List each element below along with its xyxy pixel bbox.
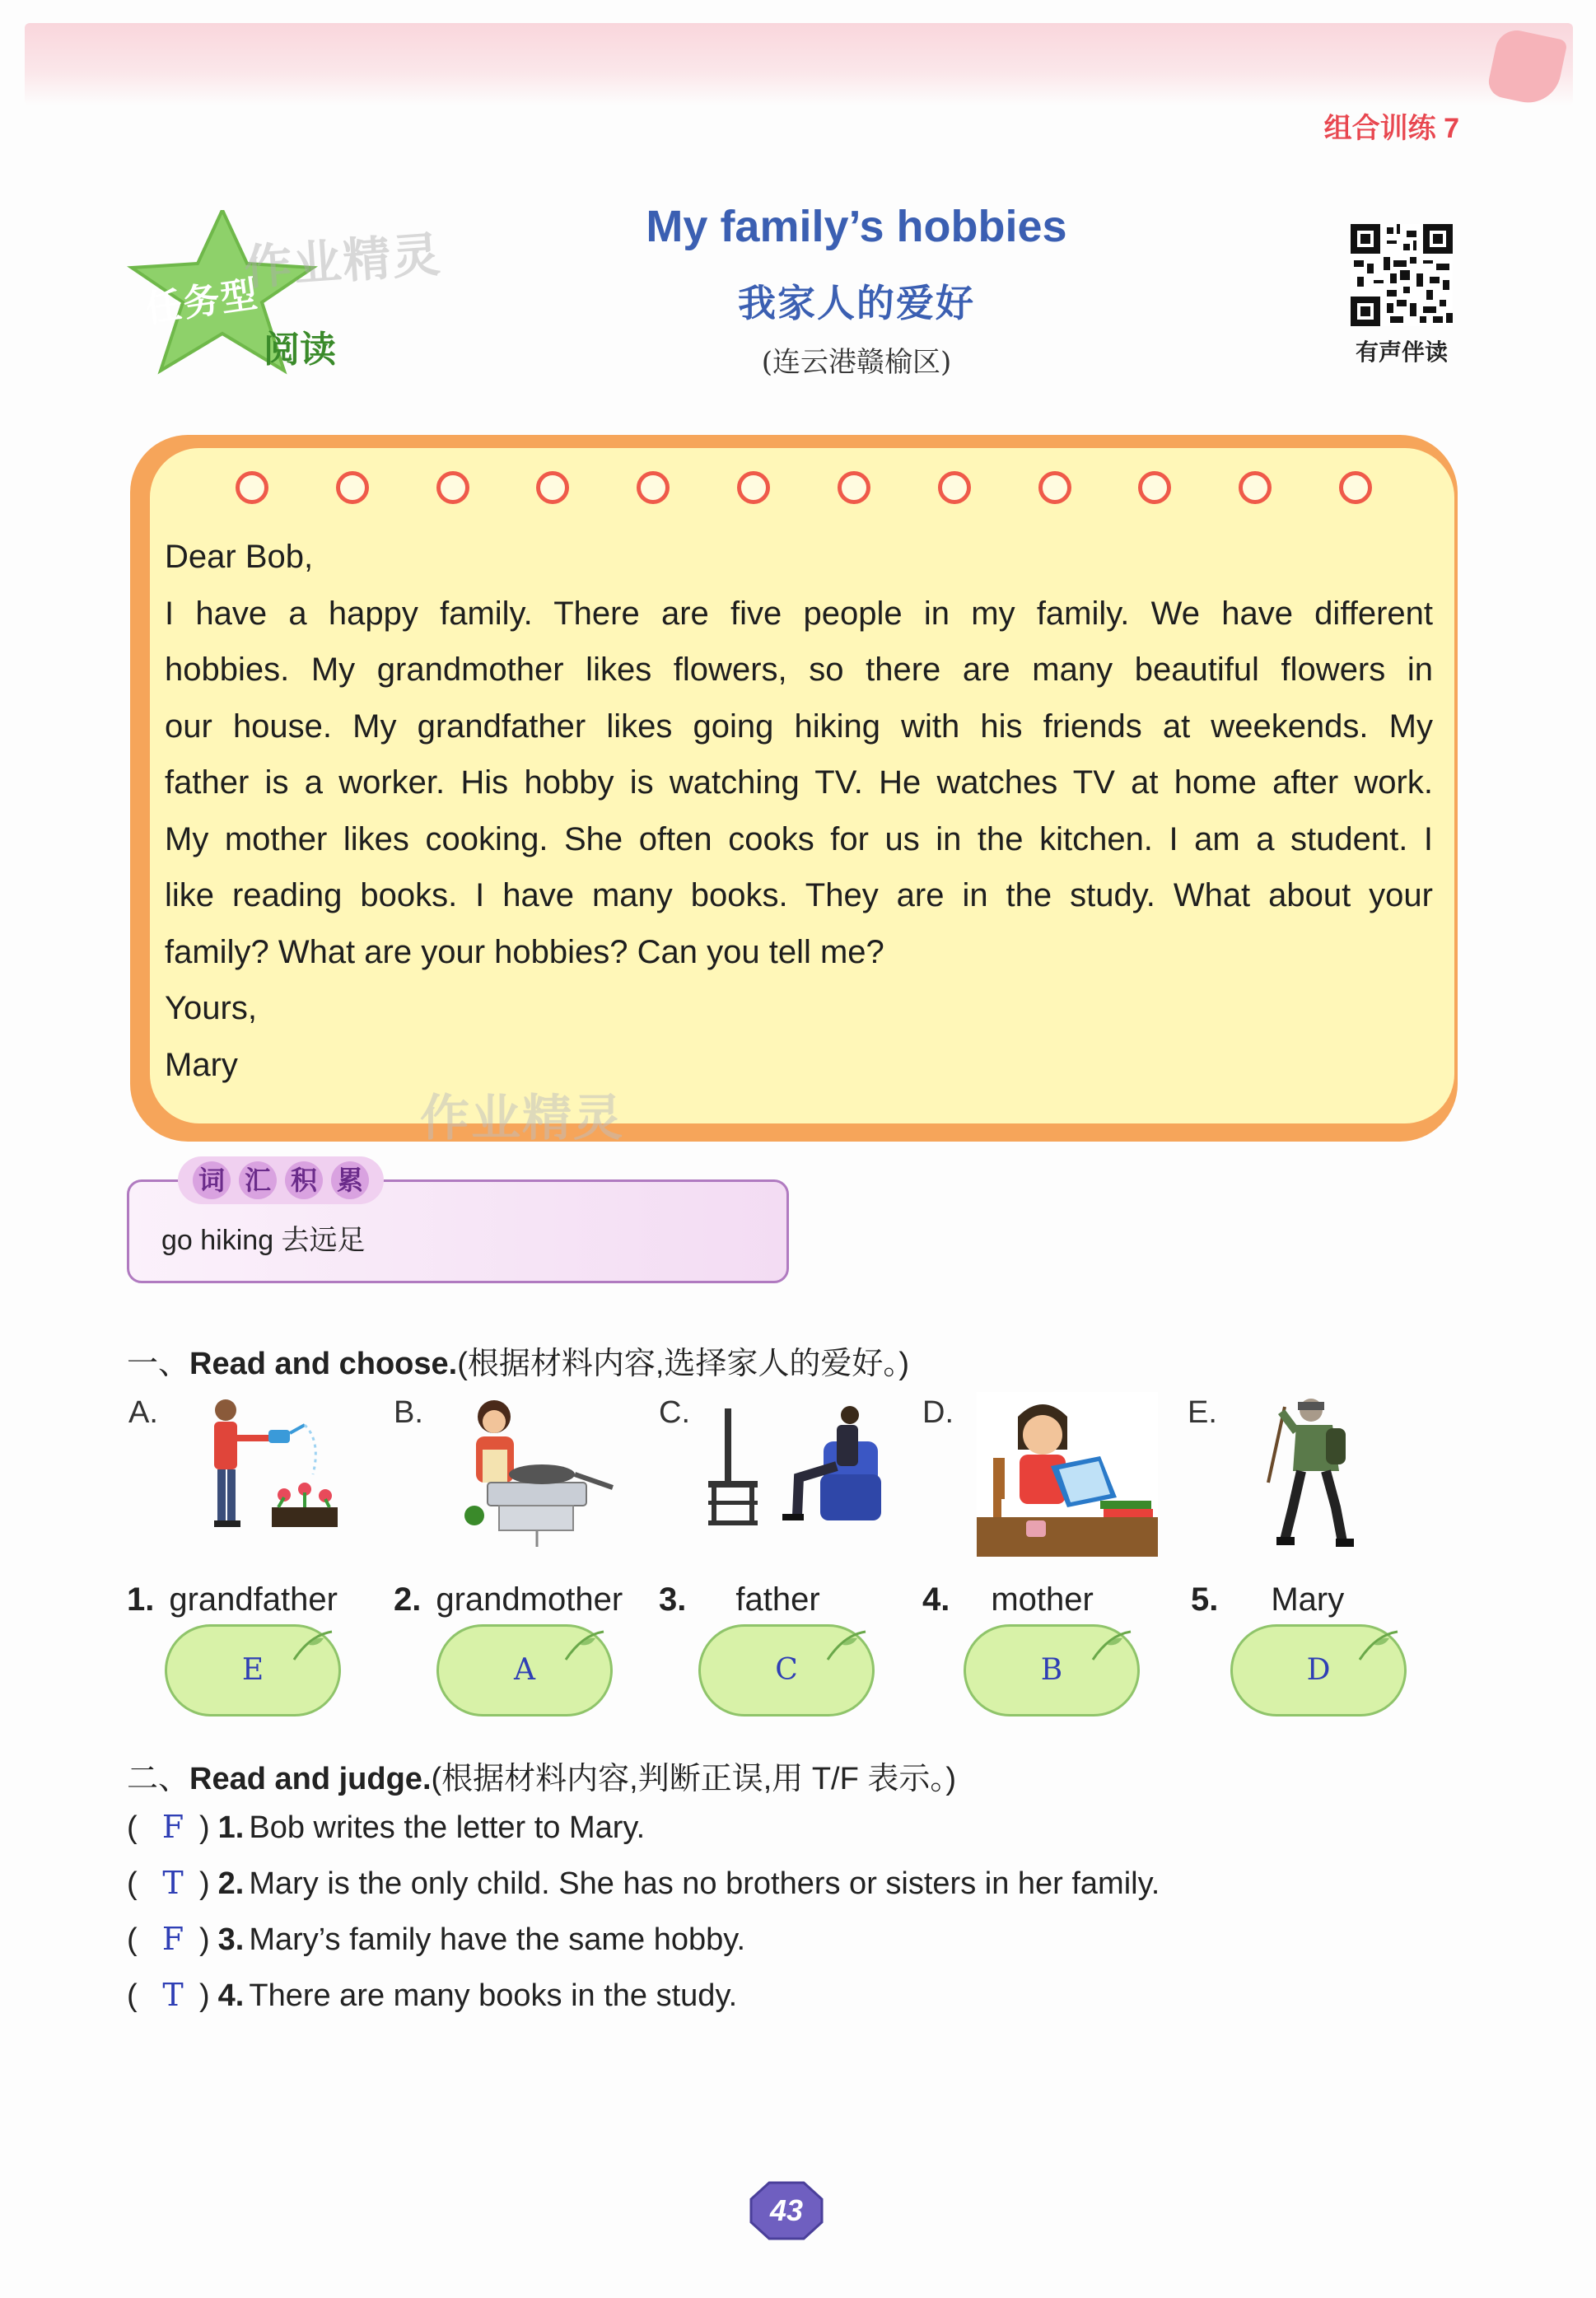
judge-text: There are many books in the study. — [249, 1978, 738, 2013]
star-label-reading: 阅读 — [264, 329, 336, 370]
part1-heading-cn: (根据材料内容,选择家人的爱好。) — [457, 1347, 910, 1381]
ring-icon — [838, 471, 870, 504]
judge-item: ( T ) 2. Mary is the only child. She has no brothers or sisters in her family. — [127, 1865, 1160, 1901]
ring-icon — [236, 471, 268, 504]
watermark: 作业精灵 — [420, 1091, 624, 1146]
answer-box[interactable] — [964, 1624, 1140, 1716]
vocabulary-tab — [178, 1156, 384, 1204]
item-label: grandmother — [436, 1581, 623, 1618]
vocab-tab-char: 积 — [285, 1161, 323, 1199]
watering-flowers-image — [189, 1392, 346, 1548]
watching-tv-image — [700, 1392, 889, 1540]
item-number: 3. — [659, 1581, 687, 1618]
ring-icon — [938, 471, 971, 504]
section-tag: 组合训练 7 — [1323, 113, 1459, 144]
hiking-image — [1260, 1392, 1367, 1557]
star-label-task: 任务型 — [142, 273, 262, 330]
cooking-image — [451, 1392, 616, 1557]
ring-icon — [737, 471, 770, 504]
leaf-icon — [558, 1627, 607, 1668]
judge-answer[interactable]: F — [161, 1921, 184, 1957]
ring-icon — [336, 471, 369, 504]
reading-books-image — [977, 1392, 1158, 1557]
judge-text: Mary is the only child. She has no brothers or sisters in her family. — [249, 1866, 1160, 1901]
judge-number: 4. — [217, 1978, 245, 2013]
item-number: 4. — [922, 1581, 950, 1618]
answer-text: E — [241, 1653, 264, 1687]
answer-text: C — [775, 1653, 798, 1687]
leaf-icon — [286, 1627, 335, 1668]
option-letter: E. — [1188, 1395, 1217, 1430]
page-number: 43 — [769, 2193, 804, 2227]
answer-box[interactable] — [436, 1624, 613, 1716]
option-letter: B. — [394, 1395, 423, 1430]
answer-text: A — [514, 1653, 535, 1687]
item-label: mother — [991, 1581, 1094, 1618]
item-number: 2. — [394, 1581, 422, 1618]
choose-item — [127, 1581, 338, 1618]
letter-signature: Mary — [165, 1046, 238, 1083]
item-number: 5. — [1191, 1581, 1219, 1618]
ring-icon — [436, 471, 469, 504]
letter-line: like reading books. I have many books. They are in the study. What about your — [165, 877, 1433, 913]
part2-heading-cn: (根据材料内容,判断正误,用 T/F 表示。) — [431, 1762, 957, 1796]
leaf-icon — [1351, 1627, 1401, 1668]
answer-text: B — [1040, 1653, 1063, 1687]
answer-box[interactable] — [698, 1624, 875, 1716]
judge-item: ( F ) 1. Bob writes the letter to Mary. — [127, 1809, 646, 1845]
judge-number: 2. — [217, 1866, 245, 1901]
judge-item: ( T ) 4. There are many books in the study. — [127, 1977, 738, 2013]
item-label: father — [735, 1581, 820, 1618]
letter-line: I have a happy family. There are five people in my family. We have different — [165, 595, 1433, 632]
answer-box[interactable] — [1230, 1624, 1407, 1716]
page-title-chinese: 我家人的爱好 — [738, 282, 975, 325]
judge-answer[interactable]: T — [162, 1865, 184, 1901]
page-title: My family’s hobbies — [646, 202, 1067, 251]
ring-icon — [1339, 471, 1372, 504]
judge-item: ( F ) 3. Mary’s family have the same hobby. — [127, 1921, 745, 1957]
letter-line: hobbies. My grandmother likes flowers, so there are many beautiful flowers in — [165, 652, 1433, 688]
ring-icon — [1038, 471, 1071, 504]
judge-answer[interactable]: F — [161, 1809, 184, 1845]
watermark: 作业精灵 — [242, 227, 444, 296]
part1-heading-en: Read and choose. — [189, 1347, 458, 1381]
item-label: grandfather — [169, 1581, 338, 1618]
ring-icon — [1138, 471, 1171, 504]
ring-icon — [637, 471, 670, 504]
part1-heading — [127, 1338, 909, 1383]
page-number-badge — [749, 2181, 824, 2240]
vocabulary-entry: go hiking 去远足 — [161, 1225, 366, 1256]
part2-number: 二、 — [127, 1762, 190, 1796]
item-number: 1. — [127, 1581, 155, 1618]
choose-item — [394, 1581, 623, 1618]
top-decorative-band — [25, 23, 1573, 105]
qr-code-icon[interactable] — [1351, 224, 1453, 326]
leaf-icon — [819, 1627, 869, 1668]
choose-item — [1191, 1581, 1344, 1618]
letter-line: father is a worker. His hobby is watching TV. He watches TV at home after work. — [165, 764, 1433, 801]
option-letter: D. — [922, 1395, 954, 1430]
letter-line: our house. My grandfather likes going hiking with his friends at weekends. My — [165, 708, 1433, 745]
vocab-tab-char: 汇 — [239, 1161, 277, 1199]
ring-icon — [536, 471, 569, 504]
answer-text: D — [1306, 1653, 1331, 1687]
leaf-icon — [1085, 1627, 1134, 1668]
letter-text — [165, 529, 1433, 1093]
letter-line: My mother likes cooking. She often cooks for us in the kitchen. I am a student. I — [165, 820, 1433, 857]
ring-binder-holes — [236, 471, 1372, 507]
vocab-tab-char: 累 — [331, 1161, 369, 1199]
letter-line: family? What are your hobbies? Can you tell me? — [165, 933, 884, 970]
qr-code-label: 有声伴读 — [1355, 339, 1448, 365]
source-region: (连云港赣榆区) — [761, 346, 952, 379]
answer-box[interactable] — [165, 1624, 341, 1716]
part2-heading-en: Read and judge. — [189, 1762, 432, 1796]
choose-item — [922, 1581, 1094, 1618]
option-letter: A. — [128, 1395, 158, 1430]
judge-number: 1. — [217, 1810, 245, 1845]
vocab-tab-char: 词 — [193, 1161, 231, 1199]
letter-closing: Yours, — [165, 990, 257, 1026]
judge-text: Mary’s family have the same hobby. — [249, 1922, 745, 1957]
part2-heading — [127, 1753, 956, 1798]
ring-icon — [1239, 471, 1272, 504]
option-letter: C. — [659, 1395, 690, 1430]
choose-item — [659, 1581, 820, 1618]
part1-number: 一、 — [127, 1347, 190, 1381]
letter-greeting: Dear Bob, — [165, 539, 314, 575]
item-label: Mary — [1271, 1581, 1345, 1618]
judge-number: 3. — [217, 1922, 245, 1957]
judge-text: Bob writes the letter to Mary. — [249, 1810, 646, 1845]
judge-answer[interactable]: T — [162, 1977, 184, 2013]
